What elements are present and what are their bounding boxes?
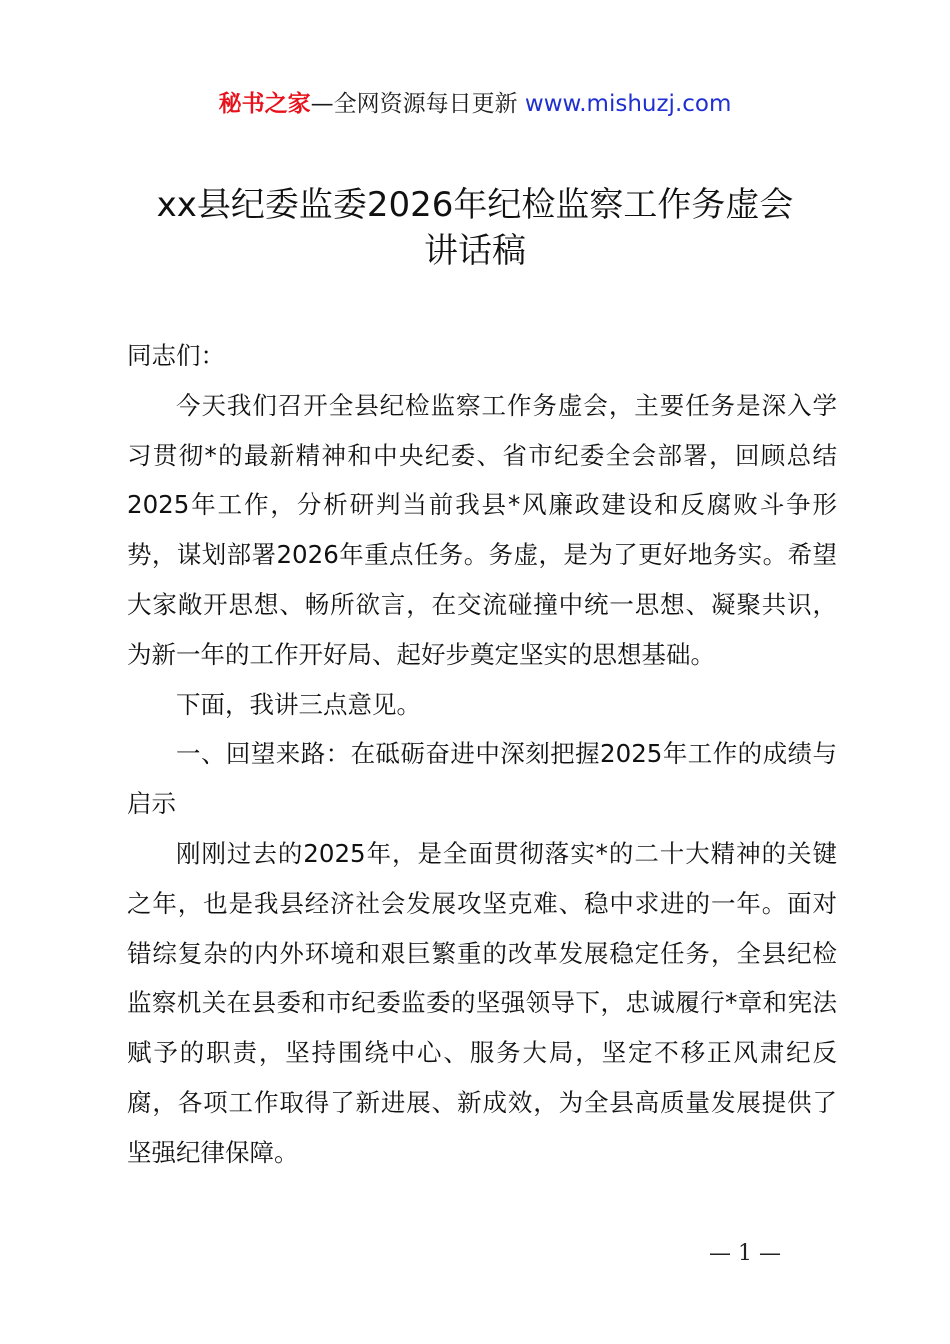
salutation: 同志们： [127,341,225,370]
paragraph-review: 刚刚过去的2025年，是全面贯彻落实*的二十大精神的关键之年，也是我县经济社会发展攻坚克难、稳中求进的一年。面对错综复杂的内外环境和艰巨繁重的改革发展稳定任务，全县纪检监察机关在县委和市纪委监委的坚强领导下，忠诚履行*章和宪法赋予的职责，坚持围绕中心、服务大局，坚定不移正风肃纪反腐，各项工作取得了新进展、新成效，为全县高质量发展提供了坚强纪律保障。 [127,838,837,1167]
page-number: — 1 — [709,1241,781,1266]
section-heading-1: 一、回望来路：在砥砺奋进中深刻把握2025年工作的成绩与启示 [127,739,837,819]
site-header-banner [0,88,950,120]
speech-body [127,331,837,1178]
paragraph-opening: 今天我们召开全县纪检监察工作务虚会，主要任务是深入学习贯彻*的最新精神和中央纪委、省市纪委全会部署，回顾总结2025年工作，分析研判当前我县*风廉政建设和反腐败斗争形势，谋划部署2026年重点任务。务虚，是为了更好地务实。希望大家敞开思想、畅所欲言，在交流碰撞中统一思想、凝聚共识，为新一年的工作开好局、起好步奠定坚实的思想基础。 [127,390,837,669]
document-title-line-2: 讲话稿 [424,231,526,271]
document-title-line-1: xx县纪委监委2026年纪检监察工作务虚会 [156,185,794,225]
brand-name: 秘书之家 [218,91,311,117]
header-slogan: —全网资源每日更新 [310,91,518,117]
site-url-link[interactable]: www.mishuzj.com [524,91,732,117]
document-title [60,182,890,274]
paragraph-transition: 下面，我讲三点意见。 [176,689,421,719]
